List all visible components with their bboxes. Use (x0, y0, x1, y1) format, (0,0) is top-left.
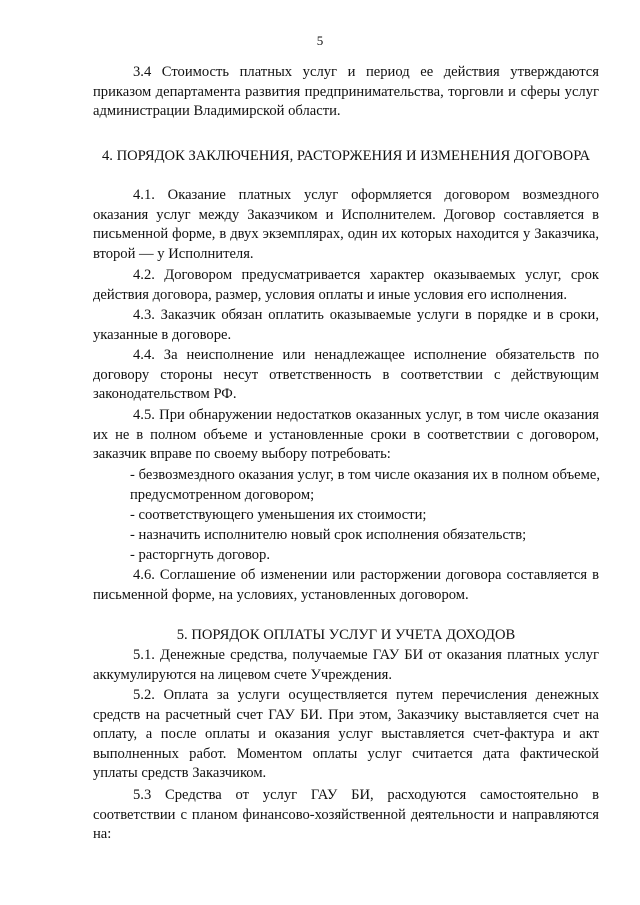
paragraph-5-1: 5.1. Денежные средства, получаемые ГАУ БИ от оказания платных услуг аккумулируются на лицевом счете Учреждения. (93, 647, 599, 683)
paragraph-4-2: 4.2. Договором предусматривается характер оказываемых услуг, срок действия договора, размер, условия оплаты и иные условия его исполнения. (93, 267, 599, 303)
section-5-heading: 5. ПОРЯДОК ОПЛАТЫ УСЛУГ И УЧЕТА ДОХОДОВ (176, 627, 516, 643)
paragraph-4-4: 4.4. За неисполнение или ненадлежащее исполнение обязательств по договору стороны несут ответственность в соответствии с действующим законодательством РФ. (93, 347, 599, 403)
section-4-heading: 4. ПОРЯДОК ЗАКЛЮЧЕНИЯ, РАСТОРЖЕНИЯ И ИЗМЕНЕНИЯ ДОГОВОРА (101, 148, 591, 164)
list-item-free-service: - безвозмездного оказания услуг, в том числе оказания их в полном объеме, предусмотренном договором; (130, 467, 600, 503)
list-item-price-reduction: - соответствующего уменьшения их стоимости; (130, 507, 427, 523)
paragraph-4-3: 4.3. Заказчик обязан оплатить оказываемые услуги в порядке и в сроки, указанные в договоре. (93, 307, 599, 343)
paragraph-4-1: 4.1. Оказание платных услуг оформляется договором возмездного оказания услуг между Заказчиком и Исполнителем. Договор составляется в письменной форме, в двух экземплярах, один их которых находится у Заказчика, второй — у Исполнителя. (93, 187, 599, 262)
paragraph-4-5: 4.5. При обнаружении недостатков оказанных услуг, в том числе оказания их не в полном объеме и установленные сроки в соответствии с договором, заказчик вправе по своему выбору потребовать: (93, 407, 599, 463)
paragraph-5-3: 5.3 Средства от услуг ГАУ БИ, расходуются самостоятельно в соответствии с планом финансово-хозяйственной деятельности и направляются на: (93, 787, 599, 843)
paragraph-5-2: 5.2. Оплата за услуги осуществляется путем перечисления денежных средств на расчетный счет ГАУ БИ. При этом, Заказчику выставляется счет на оплату, а после оплаты и оказания услуг выставляется счет-фактура и акт выполненных работ. Моментом оплаты услуг считается дата фактической уплаты средств Заказчиком. (93, 687, 599, 782)
paragraph-3-4: 3.4 Стоимость платных услуг и период ее действия утверждаются приказом департамента развития предпринимательства, торговли и сферы услуг администрации Владимирской области. (93, 64, 599, 120)
list-item-terminate: - расторгнуть договор. (130, 547, 270, 563)
paragraph-4-6: 4.6. Соглашение об изменении или расторжении договора составляется в письменной форме, на условиях, установленных договором. (93, 567, 599, 603)
page-number: 5 (316, 33, 324, 48)
list-item-new-deadline: - назначить исполнителю новый срок исполнения обязательств; (130, 527, 527, 543)
